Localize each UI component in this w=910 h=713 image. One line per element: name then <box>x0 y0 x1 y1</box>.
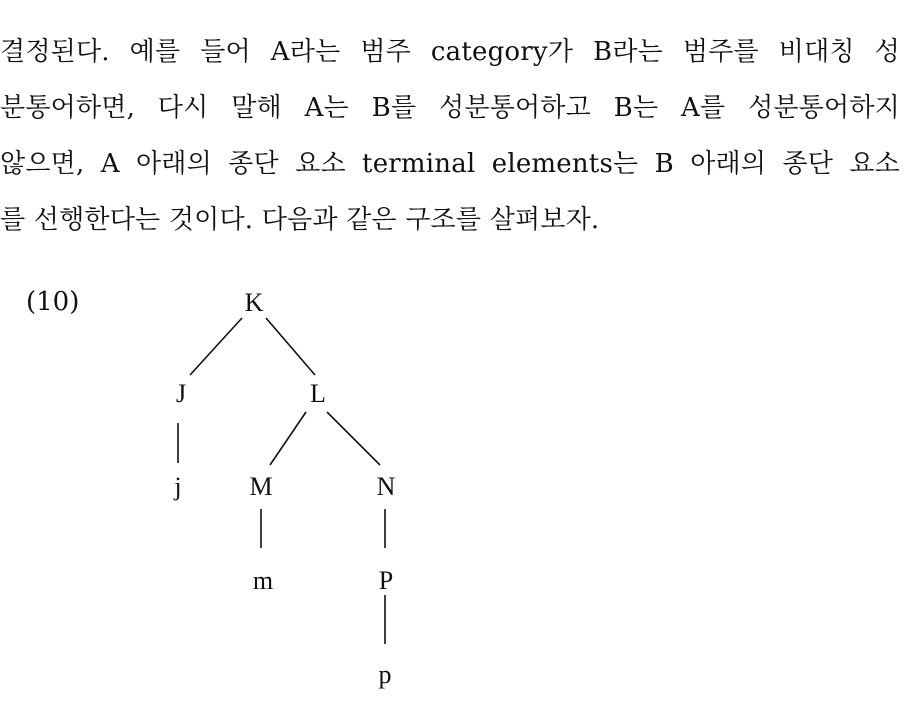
tree-node-M: M <box>249 472 273 501</box>
tree-edge-K-J <box>190 318 242 375</box>
tree-edges <box>175 318 385 644</box>
example-number: (10) <box>26 287 80 317</box>
tree-node-m: m <box>252 566 274 595</box>
tree-node-P: P <box>378 566 394 595</box>
paragraph-line-2: 분통어하면, 다시 말해 A는 B를 성분통어하고 B는 A를 성분통어하지 <box>0 93 900 123</box>
tree-node-L: L <box>310 379 326 408</box>
tree-node-p: p <box>378 660 392 689</box>
tree-edge-L-N <box>327 412 380 465</box>
tree-nodes <box>173 288 395 689</box>
tree-edge-K-L <box>266 318 315 375</box>
paragraph-line-1: 결정된다. 예를 들어 A라는 범주 category가 B라는 범주를 비대칭 성 <box>0 37 900 67</box>
paragraph-line-3: 않으면, A 아래의 종단 요소 terminal elements는 B 아래의 종단 요소 <box>0 149 900 179</box>
tree-node-N: N <box>376 472 396 501</box>
paragraph-line-4: 를 선행한다는 것이다. 다음과 같은 구조를 살펴보자. <box>0 205 600 235</box>
tree-edge-L-M <box>270 412 306 465</box>
tree-node-j: j <box>174 472 182 501</box>
tree-node-J: J <box>175 379 187 408</box>
tree-node-K: K <box>244 288 264 317</box>
